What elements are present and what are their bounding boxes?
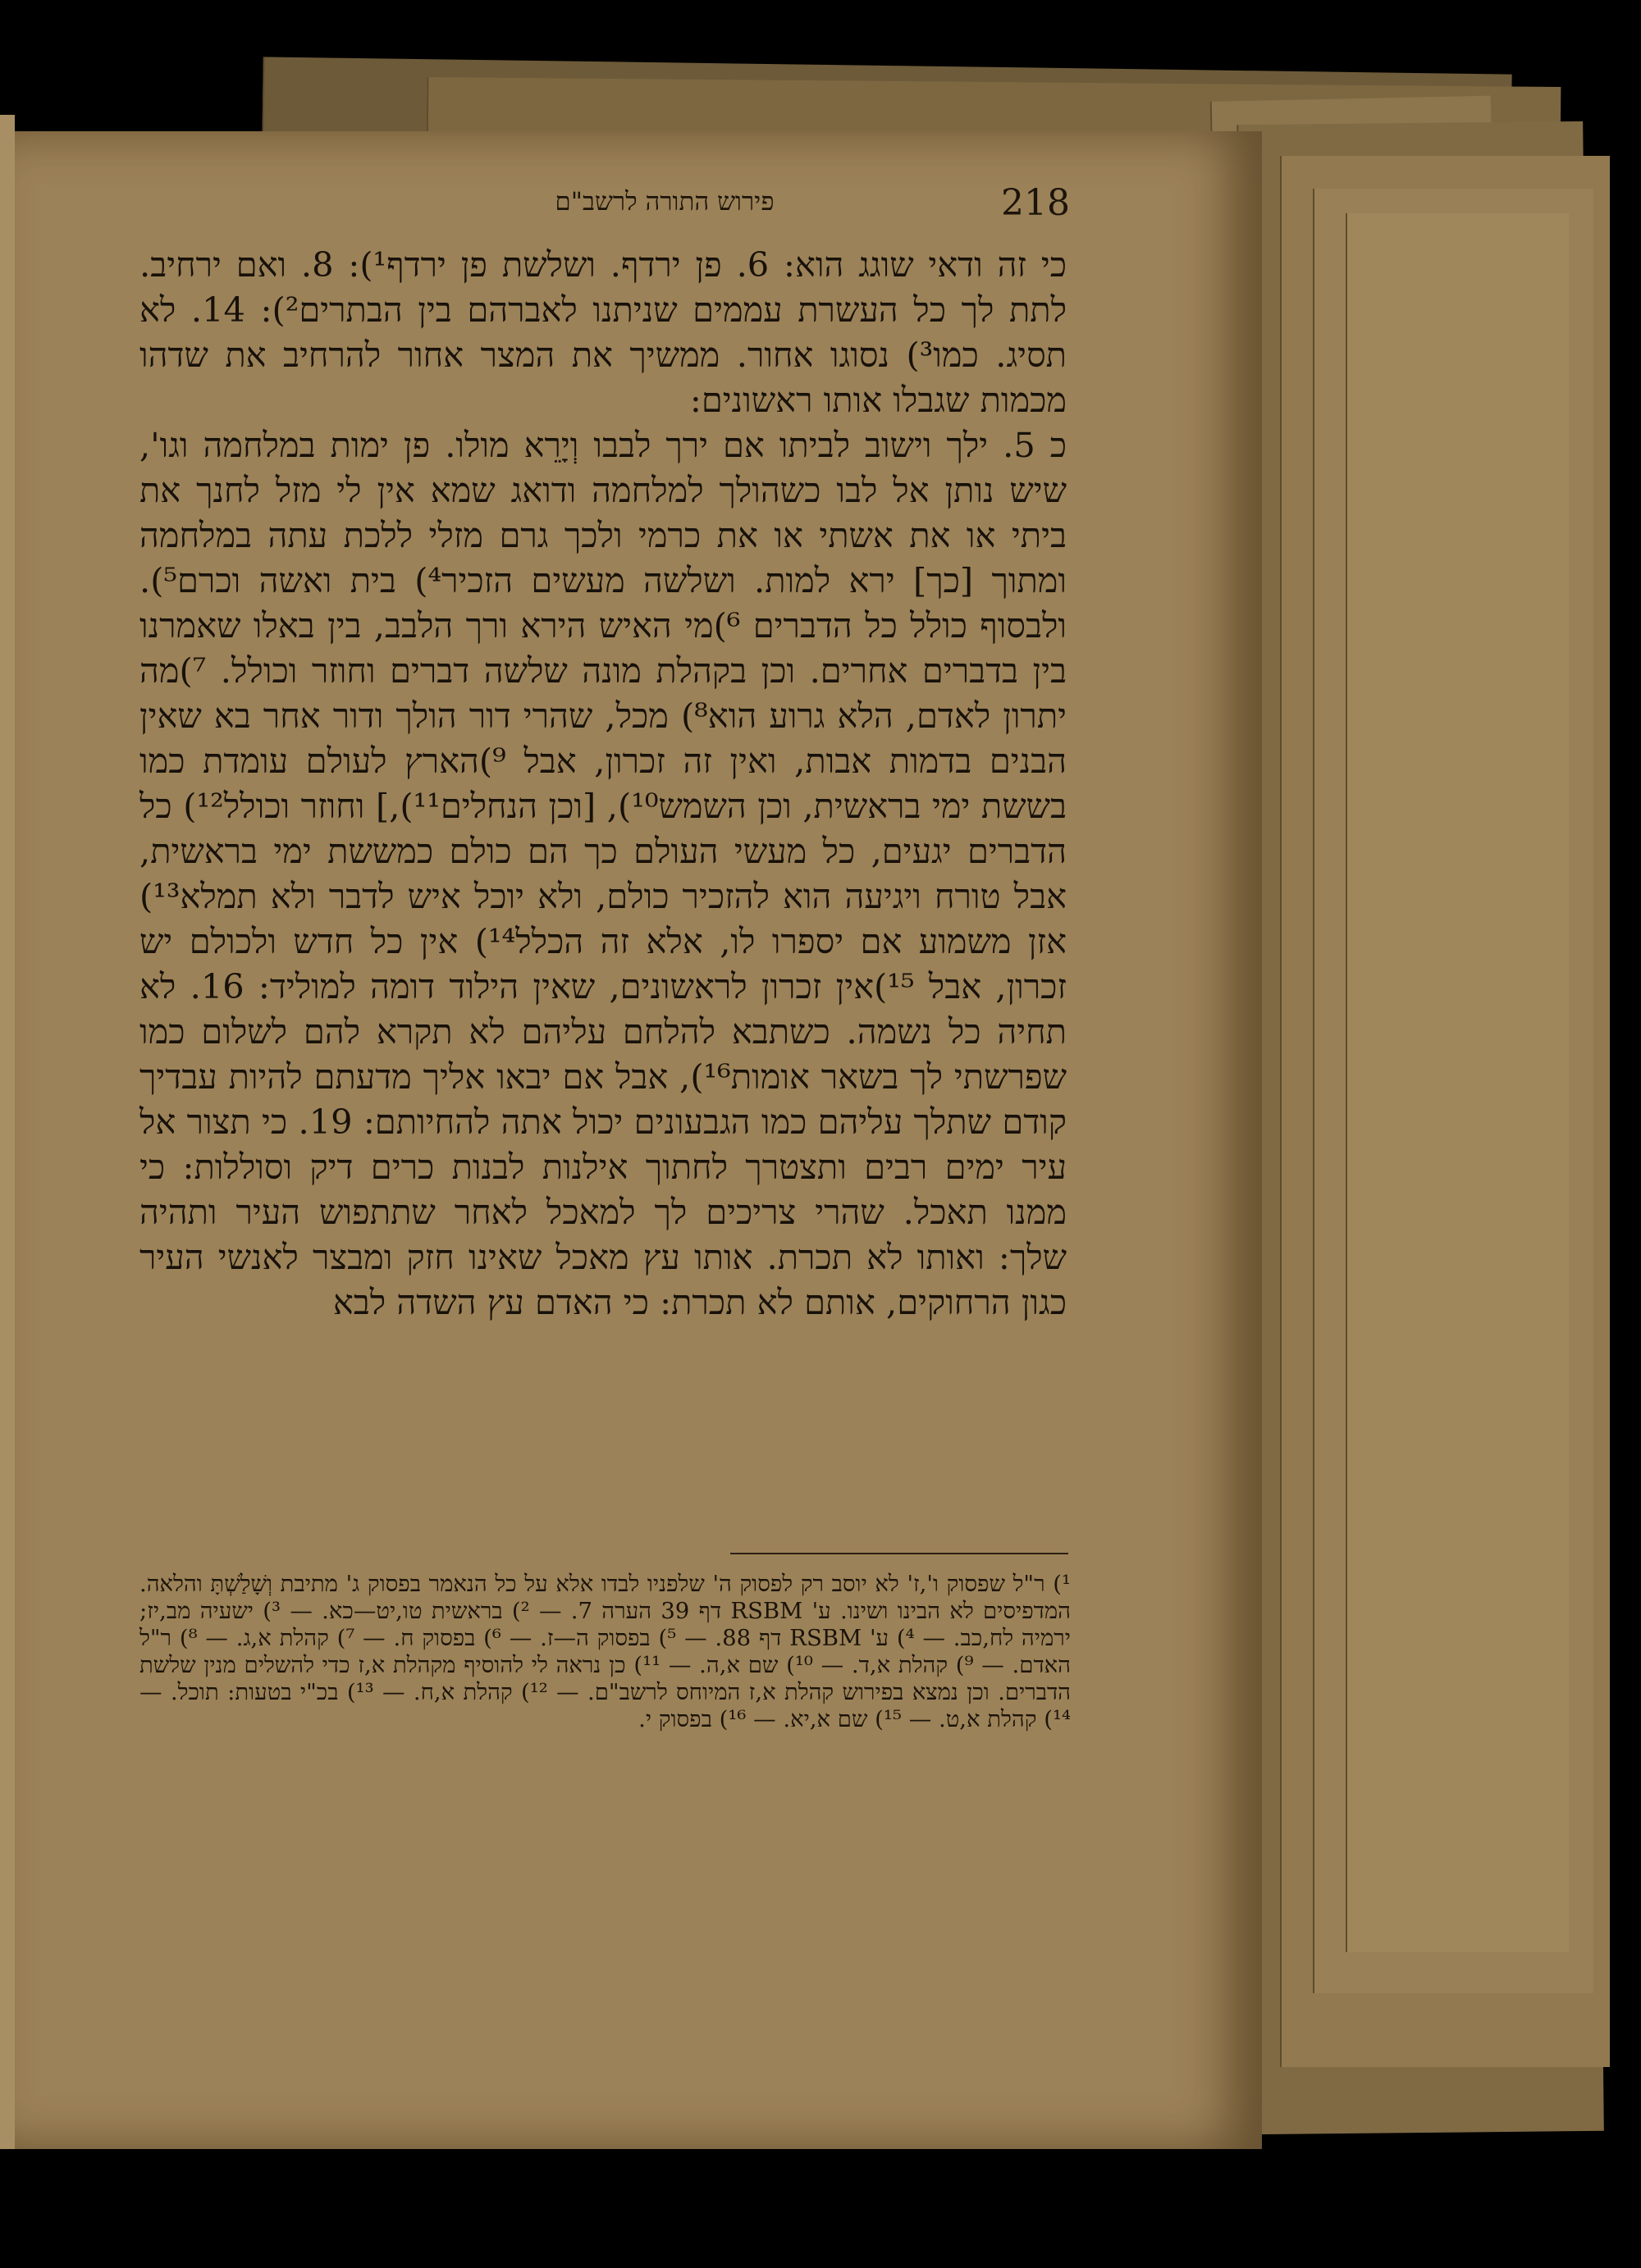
page-header [139, 182, 1070, 231]
footnotes [139, 1571, 1071, 1733]
page-number: 218 [1001, 182, 1070, 224]
page-stack-edge [1346, 213, 1569, 1952]
commentary-paragraph: כ 5. ילך וישוב לביתו אם ירך לבבו וְיָרֵא מולו. פן ימות במלחמה וגו', שיש נותן אל לבו כשהולך למלחמה ודואג שמא אין לי מזל לחנך את ביתי או את אשתי או את כרמי ולכך גרם מזלי ללכת עתה במלחמה ומתוך [כך] ירא למות. ושלשה מעשים הזכיר⁴) בית ואשה וכרם⁵). ולבסוף כולל כל הדברים ⁶)מי האיש הירא ורך הלבב, בין באלו שאמרנו בין בדברים אחרים. וכן בקהלת מונה שלשה דברים וחוזר וכולל. ⁷)מה יתרון לאדם, הלא גרוע הוא⁸) מכל, שהרי דור הולך ודור אחר בא שאין הבנים בדמות אבות, ואין זה זכרון, אבל ⁹)הארץ לעולם עומדת כמו בששת ימי בראשית, וכן השמש¹⁰), [וכן הנחלים¹¹),] וחוזר וכולל¹²) כל הדברים יגעים, כל מעשי העולם כך הם כולם כמששת ימי בראשית, אבל טורח ויגיעה הוא להזכיר כולם, ולא יוכל איש לדבר ולא תמלא¹³) אזן משמוע אם יספרו לו, אלא זה הכלל¹⁴) אין כל חדש ולכולם יש זכרון, אבל ¹⁵)אין זכרון לראשונים, שאין הילוד דומה למוליד: 16. לא תחיה כל נשמה. כשתבא להלחם עליהם לא תקרא להם לשלום כמו שפרשתי לך בשאר אומות¹⁶), אבל אם יבאו אליך מדעתם להיות עבדיך קודם שתלך עליהם כמו הגבעונים יכול אתה להחיותם: 19. כי תצור אל עיר ימים רבים ותצטרך לחתוך אילנות לבנות כרים דיק וסוללות: כי ממנו תאכל. שהרי צריכים לך למאכל לאחר שתתפוש העיר ותהיה שלך: ואותו לא תכרת. אותו עץ מאכל שאינו חזק ומבצר לאנשי העיר כגון הרחוקים, אותם לא תכרת: כי האדם עץ השדה לבא [139, 425, 1067, 1322]
footnote-text: ¹) ר"ל שפסוק ו',ז' לא יוסב רק לפסוק ה' שלפניו לבדו אלא על כל הנאמר בפסוק ג' מתיבת וְשָׁלַשְׁתָּ והלאה. המדפיסים לא הבינו ושינו. ע' RSBM דף 39 הערה 7. — ²) בראשית טו,יט—כא. — ³) ישעיה מב,יז; ירמיה לח,כב. — ⁴) ע' RSBM דף 88. — ⁵) בפסוק ה—ז. — ⁶) בפסוק ח. — ⁷) קהלת א,ג. — ⁸) ר"ל האדם. — ⁹) קהלת א,ד. — ¹⁰) שם א,ה. — ¹¹) כן נראה לי להוסיף מקהלת א,ז כדי להשלים מנין שלשת הדברים. וכן נמצא בפירוש קהלת א,ז המיוחס לרשב"ם. — ¹²) קהלת א,ח. — ¹³) בכ"י בטעות: תוכל. — ¹⁴) קהלת א,ט. — ¹⁵) שם א,יא. — ¹⁶) בפסוק י. [139, 1571, 1072, 1732]
main-commentary-text [139, 242, 1067, 1325]
page-left-edge [0, 115, 15, 2149]
commentary-paragraph: כי זה ודאי שוגג הוא: 6. פן ירדף. ושלשת פן ירדף¹): 8. ואם ירחיב. לתת לך כל העשרת עממים שניתנו לאברהם בין הבתרים²): 14. לא תסיג. כמו³) נסוגו אחור. ממשיך את המצר אחור להרחיב את שדהו מכמות שגבלו אותו ראשונים: [139, 244, 1067, 420]
running-title: פירוש התורה לרשב"ם [555, 187, 775, 217]
footnote-divider [730, 1553, 1068, 1554]
